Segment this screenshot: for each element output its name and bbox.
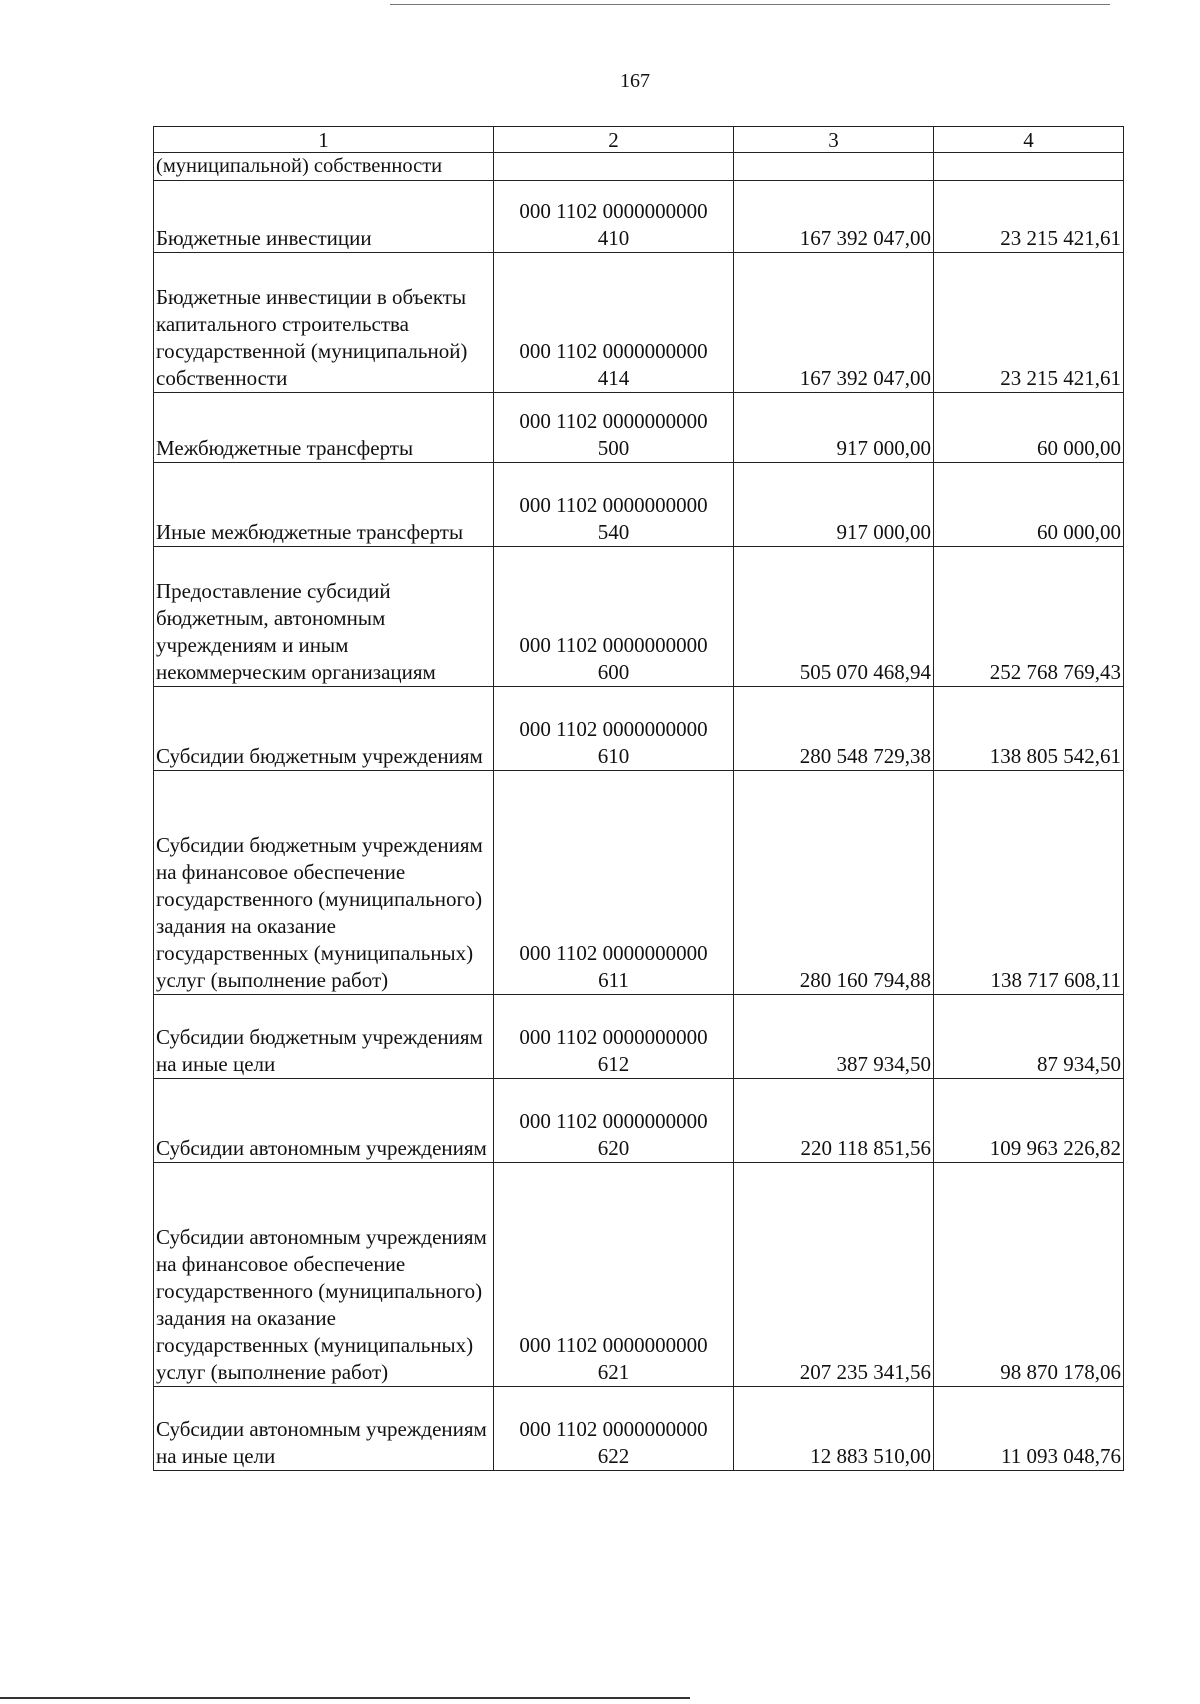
row-code-suffix: 611 xyxy=(598,968,629,992)
column-header: 2 xyxy=(494,127,734,153)
row-code-main: 000 1102 0000000000 xyxy=(519,633,708,657)
row-code-main: 000 1102 0000000000 xyxy=(519,1025,708,1049)
row-col4: 87 934,50 xyxy=(934,995,1124,1079)
row-code-suffix: 414 xyxy=(597,366,630,390)
row-col4: 252 768 769,43 xyxy=(934,547,1124,687)
row-col4: 138 717 608,11 xyxy=(934,771,1124,995)
row-name: Субсидии бюджетным учреждениям xyxy=(154,687,494,771)
row-col4: 23 215 421,61 xyxy=(934,181,1124,253)
row-col4: 98 870 178,06 xyxy=(934,1163,1124,1387)
row-code-suffix: 622 xyxy=(597,1444,630,1468)
row-col3: 917 000,00 xyxy=(734,463,934,547)
row-col4: 109 963 226,82 xyxy=(934,1079,1124,1163)
table-row xyxy=(154,687,1124,771)
table-row xyxy=(154,995,1124,1079)
row-col3: 917 000,00 xyxy=(734,393,934,463)
row-code xyxy=(494,153,734,181)
row-col4: 60 000,00 xyxy=(934,463,1124,547)
row-col3: 167 392 047,00 xyxy=(734,181,934,253)
row-code-main: 000 1102 0000000000 xyxy=(519,493,708,517)
table-header-row xyxy=(154,127,1124,153)
page-number: 167 xyxy=(620,70,650,92)
table-row xyxy=(154,1079,1124,1163)
column-header: 1 xyxy=(154,127,494,153)
row-code xyxy=(494,771,734,995)
scan-top-rule xyxy=(390,4,1110,5)
row-col3: 280 548 729,38 xyxy=(734,687,934,771)
row-col3: 280 160 794,88 xyxy=(734,771,934,995)
row-code-suffix: 540 xyxy=(597,520,630,544)
row-code-suffix: 410 xyxy=(597,226,630,250)
scan-bottom-rule xyxy=(0,1697,690,1699)
row-name: Субсидии бюджетным учреждениям на финансовое обеспечение государственного (муниципального) задания на оказание государственных (муниципальных) услуг (выполнение работ) xyxy=(154,771,494,995)
table-row xyxy=(154,771,1124,995)
table-row xyxy=(154,547,1124,687)
row-code-main: 000 1102 0000000000 xyxy=(519,339,708,363)
row-code-suffix: 621 xyxy=(597,1360,630,1384)
row-name: Предоставление субсидий бюджетным, автономным учреждениям и иным некоммерческим организациям xyxy=(154,547,494,687)
table-row xyxy=(154,253,1124,393)
row-name: (муниципальной) собственности xyxy=(154,153,494,181)
row-name: Межбюджетные трансферты xyxy=(154,393,494,463)
table-row xyxy=(154,393,1124,463)
row-code xyxy=(494,547,734,687)
row-col3: 387 934,50 xyxy=(734,995,934,1079)
table-row xyxy=(154,1163,1124,1387)
row-col4: 138 805 542,61 xyxy=(934,687,1124,771)
row-col3: 220 118 851,56 xyxy=(734,1079,934,1163)
row-col4: 60 000,00 xyxy=(934,393,1124,463)
row-code xyxy=(494,1079,734,1163)
row-code-suffix: 600 xyxy=(597,660,630,684)
row-code xyxy=(494,995,734,1079)
table-row xyxy=(154,153,1124,181)
row-code-suffix: 610 xyxy=(597,744,630,768)
row-code xyxy=(494,253,734,393)
row-code xyxy=(494,1387,734,1471)
row-code-main: 000 1102 0000000000 xyxy=(519,1333,708,1357)
row-code-main: 000 1102 0000000000 xyxy=(519,1417,708,1441)
row-code-main: 000 1102 0000000000 xyxy=(519,1109,708,1133)
row-code-main: 000 1102 0000000000 xyxy=(519,941,708,965)
budget-table xyxy=(153,126,1124,1471)
row-code-main: 000 1102 0000000000 xyxy=(519,199,708,223)
row-code xyxy=(494,463,734,547)
column-header: 3 xyxy=(734,127,934,153)
row-col3 xyxy=(734,153,934,181)
row-code-suffix: 500 xyxy=(597,436,630,460)
row-code-main: 000 1102 0000000000 xyxy=(519,717,708,741)
row-name: Субсидии автономным учреждениям на финансовое обеспечение государственного (муниципального) задания на оказание государственных (муниципальных) услуг (выполнение работ) xyxy=(154,1163,494,1387)
row-name: Иные межбюджетные трансферты xyxy=(154,463,494,547)
row-code-suffix: 620 xyxy=(597,1136,630,1160)
row-col3: 207 235 341,56 xyxy=(734,1163,934,1387)
row-code xyxy=(494,181,734,253)
table-row xyxy=(154,1387,1124,1471)
row-code-main: 000 1102 0000000000 xyxy=(519,409,708,433)
row-col3: 505 070 468,94 xyxy=(734,547,934,687)
row-name: Бюджетные инвестиции xyxy=(154,181,494,253)
row-col4: 11 093 048,76 xyxy=(934,1387,1124,1471)
row-col4 xyxy=(934,153,1124,181)
row-col3: 12 883 510,00 xyxy=(734,1387,934,1471)
row-name: Субсидии бюджетным учреждениям на иные цели xyxy=(154,995,494,1079)
row-col4: 23 215 421,61 xyxy=(934,253,1124,393)
column-header: 4 xyxy=(934,127,1124,153)
row-name: Бюджетные инвестиции в объекты капитального строительства государственной (муниципальной) собственности xyxy=(154,253,494,393)
row-code xyxy=(494,393,734,463)
row-code xyxy=(494,687,734,771)
row-code-suffix: 612 xyxy=(597,1052,630,1076)
row-name: Субсидии автономным учреждениям на иные цели xyxy=(154,1387,494,1471)
row-name: Субсидии автономным учреждениям xyxy=(154,1079,494,1163)
table-row xyxy=(154,181,1124,253)
row-col3: 167 392 047,00 xyxy=(734,253,934,393)
table-row xyxy=(154,463,1124,547)
row-code xyxy=(494,1163,734,1387)
